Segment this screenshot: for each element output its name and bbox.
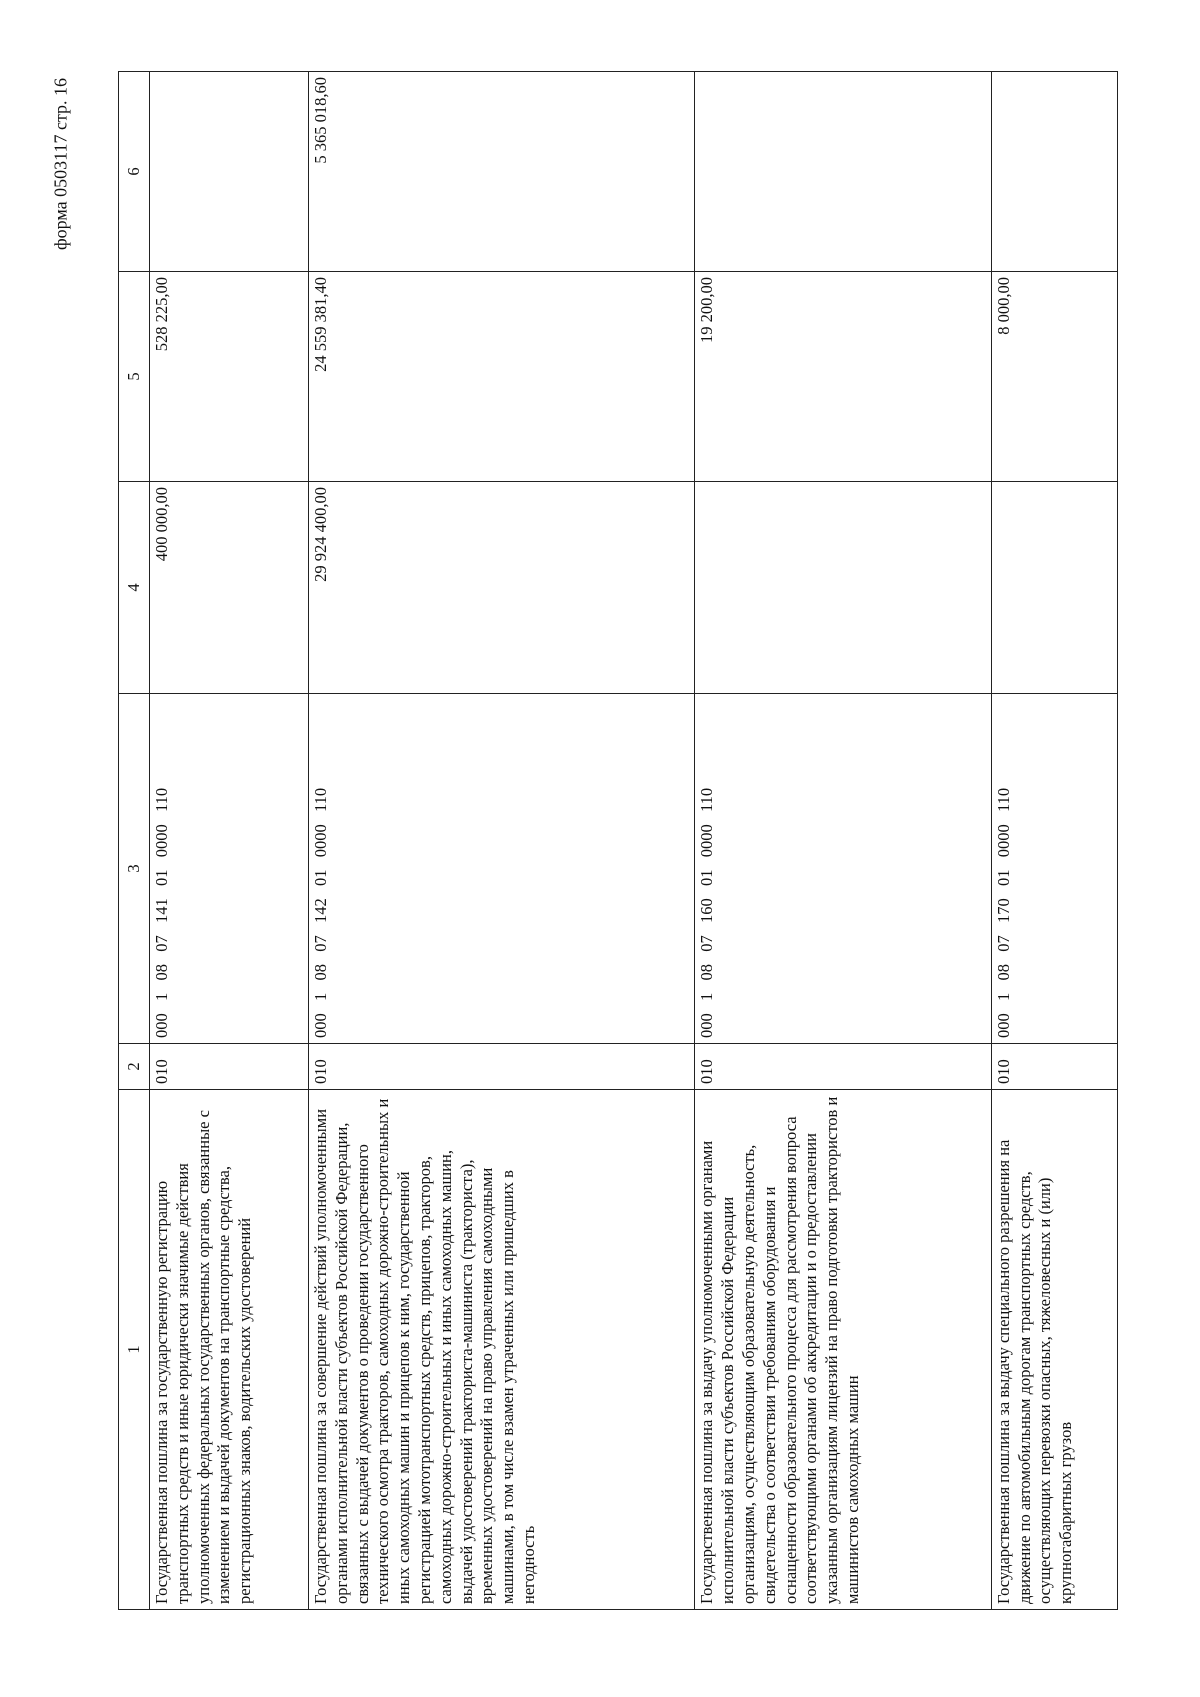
- line-code-cell: 010: [309, 1044, 695, 1090]
- plan-amount-cell: [991, 482, 1117, 694]
- column-header-1: 1: [119, 1090, 150, 1610]
- column-header-2: 2: [119, 1044, 150, 1090]
- not-executed-amount-cell: 5 365 018,60: [309, 72, 695, 272]
- kbk-code-cell: 000 1 08 07 160 01 0000 110: [695, 694, 991, 1044]
- table-row: [150, 72, 309, 1610]
- table-row: [695, 72, 991, 1610]
- not-executed-amount-cell: [991, 72, 1117, 272]
- table-header-row: [119, 72, 150, 1610]
- income-name-cell: Государственная пошлина за выдачу уполномоченными органами исполнительной власти субъектов Российской Федерации организациям, осуществляющим образовательную деятельность, свидетельства о соответствии требованиям оборудования и оснащенности образовательного процесса для рассмотрения вопроса соответствующими органами об аккредитации и о предоставлении указанным организациям лицензий на право подготовки трактористов и машинистов самоходных машин: [695, 1090, 991, 1610]
- line-code-cell: 010: [695, 1044, 991, 1090]
- table-row: [309, 72, 695, 1610]
- table-row: [991, 72, 1117, 1610]
- executed-amount-cell: 8 000,00: [991, 272, 1117, 482]
- executed-amount-cell: 24 559 381,40: [309, 272, 695, 482]
- plan-amount-cell: 29 924 400,00: [309, 482, 695, 694]
- kbk-code-cell: 000 1 08 07 142 01 0000 110: [309, 694, 695, 1044]
- column-header-5: 5: [119, 272, 150, 482]
- rotated-table-container: [118, 72, 1118, 1610]
- line-code-cell: 010: [991, 1044, 1117, 1090]
- column-header-4: 4: [119, 482, 150, 694]
- line-code-cell: 010: [150, 1044, 309, 1090]
- income-table: [118, 71, 1118, 1610]
- plan-amount-cell: [695, 482, 991, 694]
- kbk-code-cell: 000 1 08 07 170 01 0000 110: [991, 694, 1117, 1044]
- not-executed-amount-cell: [150, 72, 309, 272]
- income-name-cell: Государственная пошлина за совершение действий уполномоченными органами исполнительной власти субъектов Российской Федерации, связанных с выдачей документов о проведении государственного технического осмотра тракторов, самоходных дорожно-строительных и иных самоходных машин и прицепов к ним, государственной регистрацией мототранспортных средств, прицепов, тракторов, самоходных дорожно-строительных и иных самоходных машин, выдачей удостоверений тракториста-машиниста (тракториста), временных удостоверений на право управления самоходными машинами, в том числе взамен утраченных или пришедших в негодность: [309, 1090, 695, 1610]
- column-header-3: 3: [119, 694, 150, 1044]
- not-executed-amount-cell: [695, 72, 991, 272]
- executed-amount-cell: 528 225,00: [150, 272, 309, 482]
- income-name-cell: Государственная пошлина за государственную регистрацию транспортных средств и иные юридически значимые действия уполномоченных федеральных государственных органов, связанные с изменением и выдачей документов на транспортные средства, регистрационных знаков, водительских удостоверений: [150, 1090, 309, 1610]
- executed-amount-cell: 19 200,00: [695, 272, 991, 482]
- kbk-code-cell: 000 1 08 07 141 01 0000 110: [150, 694, 309, 1044]
- form-page-label: форма 0503117 стр. 16: [50, 77, 71, 250]
- income-name-cell: Государственная пошлина за выдачу специального разрешения на движение по автомобильным дорогам транспортных средств, осуществляющих перевозки опасных, тяжеловесных и (или) крупногабаритных грузов: [991, 1090, 1117, 1610]
- plan-amount-cell: 400 000,00: [150, 482, 309, 694]
- column-header-6: 6: [119, 72, 150, 272]
